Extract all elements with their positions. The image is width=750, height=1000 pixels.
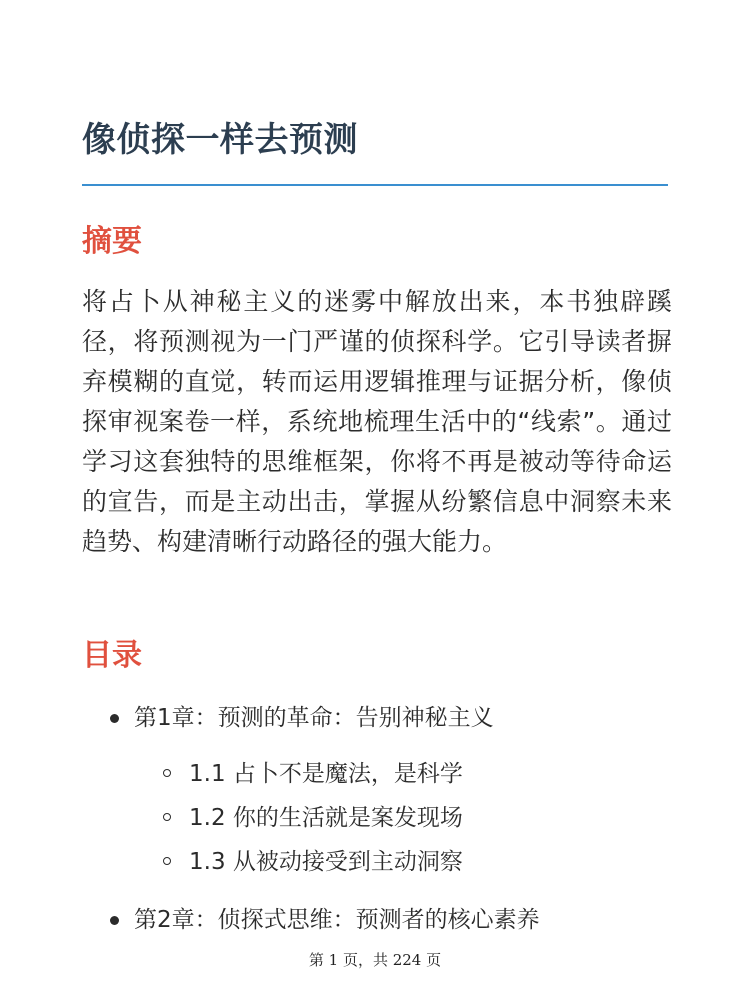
filled-bullet-icon [110, 916, 119, 925]
hollow-bullet-icon [163, 857, 171, 865]
table-of-contents [82, 696, 682, 942]
toc-section-list [134, 752, 682, 884]
hollow-bullet-icon [163, 769, 171, 777]
filled-bullet-icon [110, 714, 119, 723]
toc-chapter-title[interactable]: 第2章：侦探式思维：预测者的核心素养 [134, 907, 540, 933]
book-title: 像侦探一样去预测 [82, 120, 358, 160]
title-divider [82, 184, 668, 186]
page-number-footer: 第 1 页，共 224 页 [308, 951, 442, 969]
toc-chapter-title[interactable]: 第1章：预测的革命：告别神秘主义 [134, 705, 494, 731]
hollow-bullet-icon [163, 813, 171, 821]
toc-section-1-1[interactable] [134, 752, 682, 796]
toc-heading: 目录 [82, 638, 142, 673]
toc-section-title[interactable]: 1.3 从被动接受到主动洞察 [189, 849, 463, 875]
toc-section-title[interactable]: 1.1 占卜不是魔法，是科学 [189, 761, 463, 787]
toc-chapter-1[interactable] [82, 696, 682, 884]
toc-section-1-3[interactable] [134, 840, 682, 884]
toc-section-1-2[interactable] [134, 796, 682, 840]
toc-section-title[interactable]: 1.2 你的生活就是案发现场 [189, 805, 463, 831]
toc-chapter-2[interactable] [82, 898, 682, 942]
abstract-paragraph: 将占卜从神秘主义的迷雾中解放出来，本书独辟蹊径，将预测视为一门严谨的侦探科学。它引导读者摒弃模糊的直觉，转而运用逻辑推理与证据分析，像侦探审视案卷一样，系统地梳理生活中的“线索”。通过学习这套独特的思维框架，你将不再是被动等待命运的宣告，而是主动出击，掌握从纷繁信息中洞察未来趋势、构建清晰行动路径的强大能力。 [82, 287, 672, 556]
abstract-heading: 摘要 [82, 224, 142, 259]
